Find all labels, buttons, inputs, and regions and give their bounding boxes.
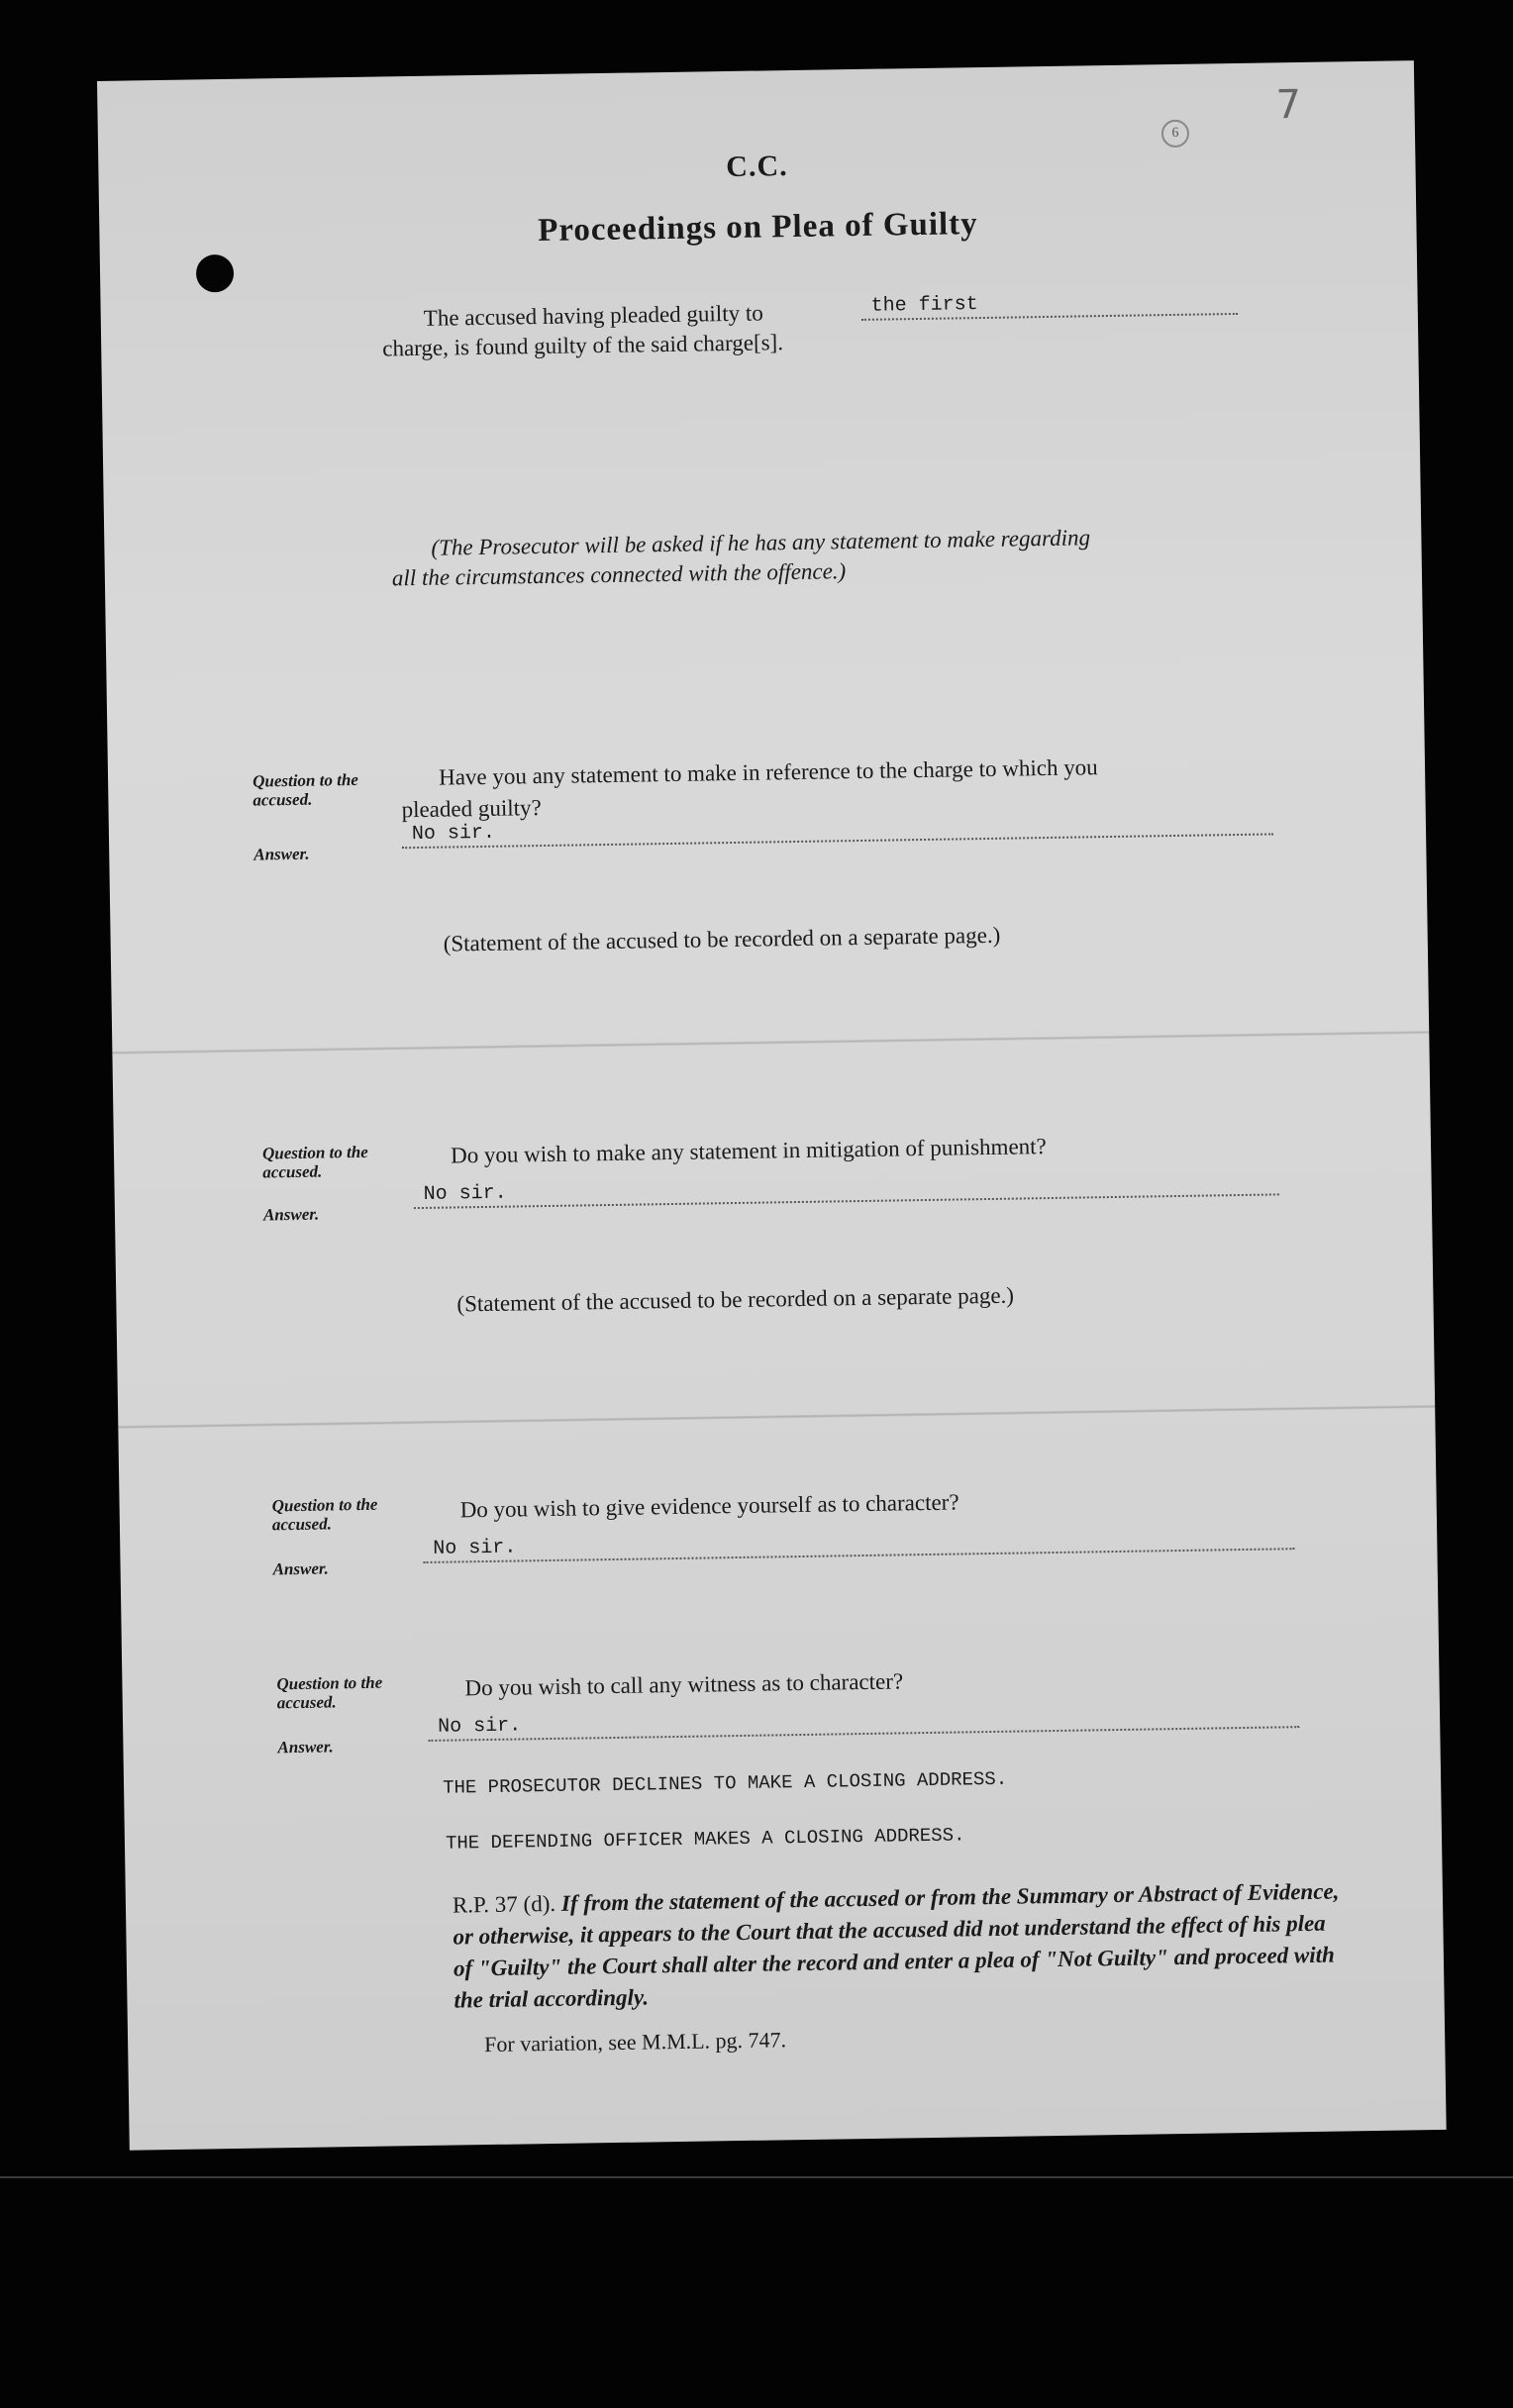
answer-field: No sir. [413,1167,1278,1209]
page-stamp: 6 [1161,120,1189,148]
plea-text: The accused having pleaded guilty to [423,300,763,331]
question-text: Have you any statement to make in reference to the charge to which you [438,754,1098,790]
answer-field: No sir. [423,1522,1294,1563]
fold-line [118,1405,1435,1429]
plea-text-continued: charge, is found guilty of the said charge[s]. [382,330,784,361]
answer-label: Answer. [272,1558,330,1579]
form-title: Proceedings on Plea of Guilty [537,206,978,250]
question-label: Question to the accused. [271,1494,378,1535]
question-text: Do you wish to give evidence yourself as to character? [459,1489,959,1523]
answer-label: Answer. [277,1737,334,1757]
typed-entry-defending-officer: THE DEFENDING OFFICER MAKES A CLOSING ADDRESS. [445,1824,965,1855]
statement-note: (Statement of the accused to be recorded on a separate page.) [443,922,1001,956]
statement-note: (Statement of the accused to be recorded on a separate page.) [456,1282,1015,1317]
page-number-mark: 7 [1275,81,1302,129]
rule-text: If from the statement of the accused or from the Summary or Abstract of Evidence, or otherwise, it appears to the Court that the accused did not understand the effect of his plea of "Guilty" the Court shall alter the record and enter a plea of "Not Guilty" and proceed with the trial accordingly. [453,1878,1340,2013]
variation-note: For variation, see M.M.L. pg. 747. [483,2027,787,2057]
answer-label: Answer. [262,1204,320,1225]
film-edge [0,2176,1513,2178]
typed-entry-prosecutor: THE PROSECUTOR DECLINES TO MAKE A CLOSING ADDRESS. [442,1767,1008,1799]
prosecutor-note: (The Prosecutor will be asked if he has any statement to make regarding [431,525,1091,560]
answer-field: No sir. [428,1700,1299,1742]
fold-line [112,1031,1429,1054]
rule-note [453,1875,1346,2016]
answer-field: No sir. [402,807,1273,849]
rule-reference: R.P. 37 (d). [452,1890,556,1918]
prosecutor-note-continued: all the circumstances connected with the offence.) [391,558,847,591]
answer-label: Answer. [253,844,310,864]
question-label: Question to the accused. [252,769,359,810]
question-label: Question to the accused. [261,1142,368,1182]
question-text: Do you wish to call any witness as to character? [464,1668,904,1701]
plea-charge-field: the first [860,287,1237,321]
punch-hole [196,254,235,293]
question-text: Do you wish to make any statement in mitigation of punishment? [450,1134,1047,1168]
question-text-continued: pleaded guilty? [401,795,542,823]
form-code: C.C. [726,150,788,184]
form-page [97,60,1447,2151]
question-label: Question to the accused. [276,1672,383,1713]
